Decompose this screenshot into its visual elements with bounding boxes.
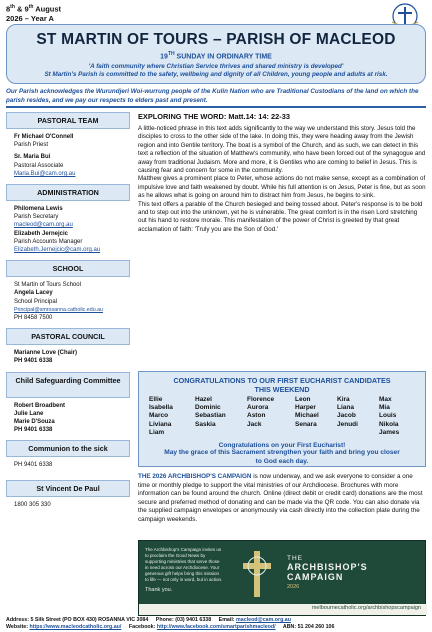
phone-label: Phone: — [155, 617, 174, 623]
safeguarding-member: Julie Lane — [14, 410, 44, 417]
website-label: Website: — [6, 624, 28, 630]
candidate-name: Florence — [247, 396, 275, 403]
principal-role: School Principal — [14, 298, 58, 305]
candidate-name: Harper — [295, 404, 316, 412]
associate-role: Pastoral Associate — [14, 162, 64, 169]
gospel-reflection — [138, 112, 426, 234]
associate-email-link[interactable]: Maria.Bui@cam.org.au — [14, 170, 76, 177]
abn: ABN: 51 204 260 106 — [282, 624, 335, 630]
bulletin-date — [6, 3, 61, 23]
candidate-name: Jacob — [337, 412, 356, 420]
secretary-email-link[interactable]: macleod@cam.org.au — [14, 222, 73, 229]
candidate-name: Jack — [247, 420, 262, 428]
candidate-name: Sebastian — [195, 412, 226, 420]
eucharist-notice — [138, 371, 426, 467]
school-section — [6, 277, 130, 328]
candidate-name: Michael — [295, 412, 319, 420]
candidate-column — [379, 396, 399, 437]
eucharist-subtitle: THIS WEEKEND — [254, 385, 310, 394]
eucharist-congratulations: Congratulations on your First Eucharist! — [218, 442, 346, 449]
land-acknowledgement: Our Parish acknowledges the Wurundjeri Woi-wurrung people of the Kulin Nation who are Traditional Custodians of the land on which the parish resides, and we pay our respects to elders past and present. — [6, 88, 419, 104]
candidate-name: James — [379, 428, 400, 436]
candidate-name: Max — [379, 396, 392, 403]
campaign-card-title — [287, 555, 423, 590]
principal-email-link[interactable]: Principal@smrosanna.catholic.edu.au — [14, 306, 103, 313]
candidate-name: Leon — [295, 396, 311, 403]
campaign-notice — [138, 473, 426, 525]
safeguarding-section — [6, 398, 130, 441]
address-value: 5 Silk Street (PO BOX 430) ROSANNA VIC 3084 — [30, 617, 149, 623]
sidebar — [6, 112, 130, 615]
date-day-1: 8 — [6, 4, 11, 14]
candidate-column — [295, 396, 319, 429]
email-label: Email: — [218, 617, 235, 623]
candidate-name: Dominic — [195, 404, 221, 412]
candidate-name: Mia — [379, 404, 390, 412]
gospel-paragraph: This text offers a parable of the Church besieged and being tossed about. Peter's response is to be bold and to step out into the unknown, yet he is vulnerable. The great comfort is in the risen Lord stretching out his hand to restore morale. This manifestation of the power of Christ is greeted by that great acclamation of faith: 'Truly you are the Son of God.' — [138, 200, 423, 233]
administration-section — [6, 201, 130, 260]
address-label: Address: — [6, 617, 29, 623]
liturgical-year: 2026 – Year A — [6, 13, 54, 23]
gospel-body — [138, 125, 426, 234]
council-phone: PH 9401 6338 — [14, 358, 53, 365]
gospel-heading: EXPLORING THE WORD: Matt.14: 14: 22-33 — [138, 112, 290, 121]
candidate-column — [247, 396, 274, 429]
campaign-card — [138, 540, 426, 616]
parish-motto: 'A faith community where Christian Service thrives and shared ministry is developed' — [88, 63, 344, 71]
campaign-url-link[interactable]: melbournecatholic.org/archbishopscampaign — [311, 605, 421, 611]
liturgical-sunday — [7, 51, 425, 60]
cross-icon — [237, 547, 277, 607]
vincent-heading: St Vincent De Paul — [6, 480, 130, 497]
candidate-column — [337, 396, 358, 429]
secretary-name: Philomena Lewis — [14, 206, 63, 213]
council-chair: Marianne Love (Chair) — [14, 350, 78, 357]
parish-banner — [6, 24, 426, 84]
candidate-name: Aston — [247, 412, 266, 420]
candidate-name: Hazel — [195, 396, 212, 403]
safeguarding-phone: PH 9401 6338 — [14, 427, 53, 434]
eucharist-blessing: to God each day. — [255, 457, 309, 465]
candidate-name: Marco — [149, 412, 169, 420]
safeguarding-member: Robert Broadbent — [14, 402, 65, 409]
pastoral-council-heading: PASTORAL COUNCIL — [6, 328, 130, 345]
school-heading: SCHOOL — [6, 260, 130, 277]
campaign-card-thanks: Thank you. — [145, 587, 173, 593]
date-day-2: & 9 — [14, 4, 29, 14]
phone-value: (03) 9401 6338 — [175, 617, 212, 623]
safeguarding-member: Marie D'Souza — [14, 419, 55, 426]
administration-heading: ADMINISTRATION — [6, 184, 130, 201]
candidate-name: Senara — [295, 420, 317, 428]
pastoral-team-section — [6, 129, 130, 184]
campaign-heading: THE 2026 ARCHBISHOP'S CAMPAIGN — [138, 473, 252, 480]
date-sup-1: th — [10, 4, 15, 10]
priest-name: Fr Michael O'Connell — [14, 134, 74, 140]
associate-name: Sr. Maria Bui — [14, 154, 51, 161]
eucharist-title: CONGRATULATIONS TO OUR FIRST EUCHARIST CANDIDATES — [173, 376, 391, 385]
gospel-paragraph: A little-noticed phrase in this text adds significantly to the way we understand this story. Jesus told the disciples to cross to the other side of the lake. In doing this, they were heading away from the Jewish region and into Gentile territory. The boat is a symbol of the Church, and as such, we can detect in this text a reflection of the situation of Matthew's community, who have been forced out of the synagogue and away from traditional Judaism. More and more, it is Gentiles who are coming to belief in Jesus. This is causing fear and concern for some in the community. — [138, 125, 426, 175]
accounts-name: Elizabeth Jernejcic — [14, 230, 69, 237]
candidate-name: Aurora — [247, 404, 269, 412]
candidate-name: Kira — [337, 396, 350, 403]
candidate-name: Jenudi — [337, 420, 358, 428]
pastoral-council-section — [6, 345, 130, 371]
vincent-phone: 1800 305 330 — [14, 501, 51, 508]
safeguarding-statement: St Martin's Parish is committed to the safety, wellbeing and dignity of all Children, young people and adults at risk. — [44, 71, 388, 79]
vincent-section — [6, 497, 130, 515]
candidate-name: Saskia — [195, 420, 216, 428]
parish-title: ST MARTIN OF TOURS – PARISH OF MACLEOD — [36, 31, 396, 48]
footer — [6, 617, 426, 631]
school-phone: PH 8458 7500 — [14, 315, 53, 322]
school-name: St Martin of Tours School — [14, 282, 81, 289]
campaign-card-footer — [139, 604, 427, 615]
sunday-number: 19 — [160, 53, 168, 61]
campaign-card-year: 2026 — [287, 584, 300, 590]
candidate-name: Liana — [337, 404, 354, 412]
priest-role: Parish Priest — [14, 142, 49, 149]
campaign-text: is now underway, and we ask everyone to consider a one time or monthly pledge to support the vital ministries of our Archdiocese. Brochures with more information can be found around the church. Online (direct debit or credit card) donations are the most secure and preferred method of donating and can be made via the QR code. You can also donate via the supplied campaign envelopes or anonymously via cash directly into the collection plate during the campaign weekends. — [138, 473, 423, 523]
secretary-role: Parish Secretary — [14, 214, 59, 221]
candidate-column — [149, 396, 173, 437]
candidate-name: Liam — [149, 428, 165, 436]
candidate-column — [195, 396, 226, 429]
candidate-name: Ellie — [149, 396, 163, 403]
footer-web-row — [6, 624, 426, 631]
candidate-name: Louis — [379, 412, 397, 420]
campaign-card-name: ARCHBISHOP'S — [287, 562, 368, 572]
accounts-role: Parish Accounts Manager — [14, 238, 83, 245]
facebook-label: Facebook: — [128, 624, 156, 630]
date-month: August — [33, 4, 62, 14]
gospel-paragraph: Matthew gives a prominent place to Peter, whose actions do not make sense, except as a combination of impulsive love and faith weakened by doubt. While his full attention is on Jesus, Peter is fine, but as soon as he allows what is going on around him to distract him from Jesus, he begins to sink. — [138, 175, 426, 200]
communion-heading: Communion to the sick — [6, 440, 130, 457]
communion-section — [6, 457, 130, 475]
candidate-name: Isabella — [149, 404, 173, 412]
candidate-name: Nikola — [379, 420, 399, 428]
campaign-card-blurb — [145, 547, 223, 593]
footer-contact-row — [6, 617, 426, 624]
facebook-link[interactable]: http://www.facebook.com/smartparishmacleod/ — [156, 624, 276, 630]
divider — [6, 106, 426, 108]
accounts-email-link[interactable]: Elizabeth.Jernejcic@cam.org.au — [14, 247, 101, 254]
candidate-name: Liviana — [149, 420, 172, 428]
date-sup-2: th — [28, 4, 34, 10]
pastoral-team-heading: PASTORAL TEAM — [6, 112, 130, 129]
sunday-suffix: TH — [167, 51, 175, 57]
principal-name: Angela Lacey — [14, 290, 53, 297]
footer-email-link[interactable]: macleod@cam.org.au — [236, 617, 291, 623]
website-link[interactable]: https://www.macleodcatholic.org.au/ — [29, 624, 122, 630]
campaign-card-the: THE — [287, 555, 303, 562]
sunday-name: SUNDAY IN ORDINARY TIME — [174, 53, 272, 61]
eucharist-blessing: May the grace of this Sacrament strengthen your faith and bring you closer — [164, 449, 400, 456]
campaign-card-text: The Archbishop's Campaign invites us to proclaim the Good News by supporting ministries that serve those in need across our Archdiocese. Your generous gift helps bring this mission to life — not only in word, but in action. — [145, 547, 223, 582]
safeguarding-heading: Child Safeguarding Committee — [6, 372, 130, 398]
communion-phone: PH 9401 6338 — [14, 462, 53, 469]
campaign-card-name: CAMPAIGN — [287, 572, 344, 582]
candidate-names — [139, 396, 425, 442]
